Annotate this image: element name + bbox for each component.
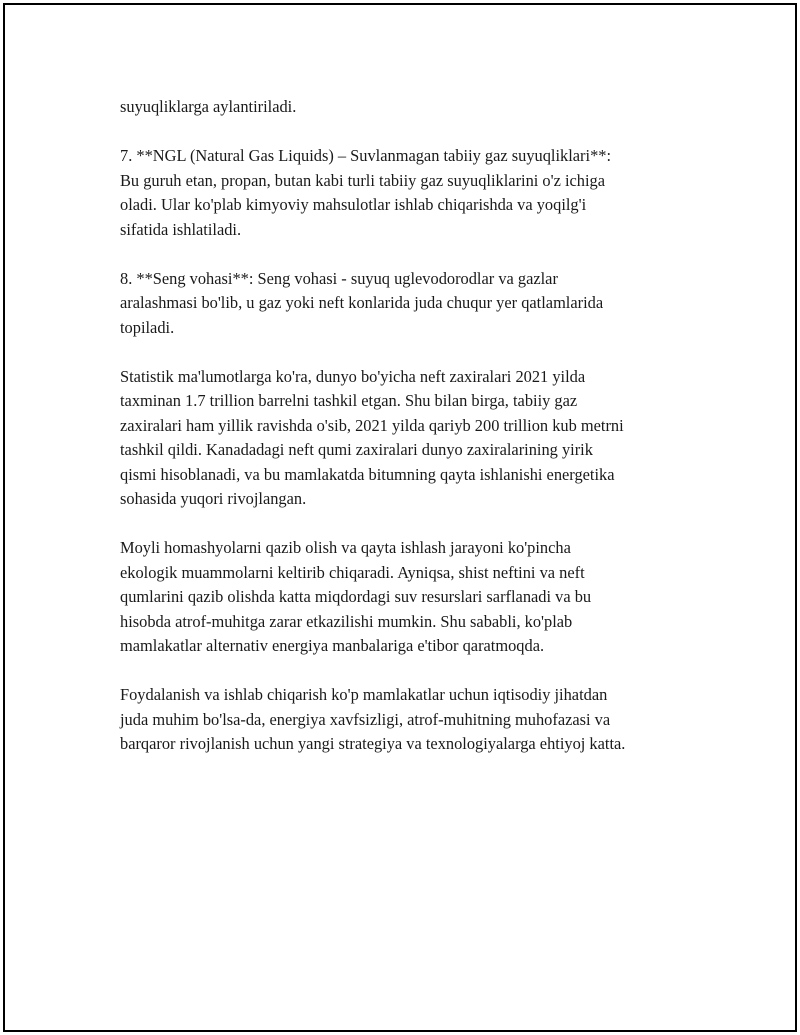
document-page [3,3,797,1032]
paragraph-conclusion: Foydalanish va ishlab chiqarish ko'p mamlakatlar uchun iqtisodiy jihatdan juda muhim bo'lsa-da, energiya xavfsizligi, atrof-muhitning muhofazasi va barqaror rivojlanish uchun yangi strategiya va texnologiyalarga ehtiyoj katta. [120,685,626,753]
document-body [120,95,700,781]
paragraph-continuation: suyuqliklarga aylantiriladi. [120,97,297,116]
paragraph-ngl: 7. **NGL (Natural Gas Liquids) – Suvlanmagan tabiiy gaz suyuqliklari**: Bu guruh etan, propan, butan kabi turli tabiiy gaz suyuqliklarini o'z ichiga oladi. Ular ko'plab kimyoviy mahsulotlar ishlab chiqarishda va yoqilg'i sifatida ishlatiladi. [120,146,612,239]
paragraph-seng-vohasi: 8. **Seng vohasi**: Seng vohasi - suyuq uglevodorodlar va gazlar aralashmasi bo'lib, u gaz yoki neft konlarida juda chuqur yer qatlamlarida topiladi. [120,268,604,337]
paragraph-ecology: Moyli homashyolarni qazib olish va qayta ishlash jarayoni ko'pincha ekologik muammolarni keltirib chiqaradi. Ayniqsa, shist neftini va neft qumlarini qazib olishda katta miqdordagi suv resurslari sarflanadi va bu hisobda atrof-muhitga zarar etkazilishi mumkin. Shu sababli, ko'plab mamlakatlar alternativ energiya manbalariga e'tibor qaratmoqda. [120,538,592,655]
paragraph-statistics: Statistik ma'lumotlarga ko'ra, dunyo bo'yicha neft zaxiralari 2021 yilda taxminan 1.7 trillion barrelni tashkil etgan. Shu bilan birga, tabiiy gaz zaxiralari ham yillik ravishda o'sib, 2021 yilda qariyb 200 trillion kub metrni tashkil qildi. Kanadadagi neft qumi zaxiralari dunyo zaxiralarining yirik qismi hisoblanadi, va bu mamlakatda bitumning qayta ishlanishi energetika sohasida yuqori rivojlangan. [120,366,624,508]
